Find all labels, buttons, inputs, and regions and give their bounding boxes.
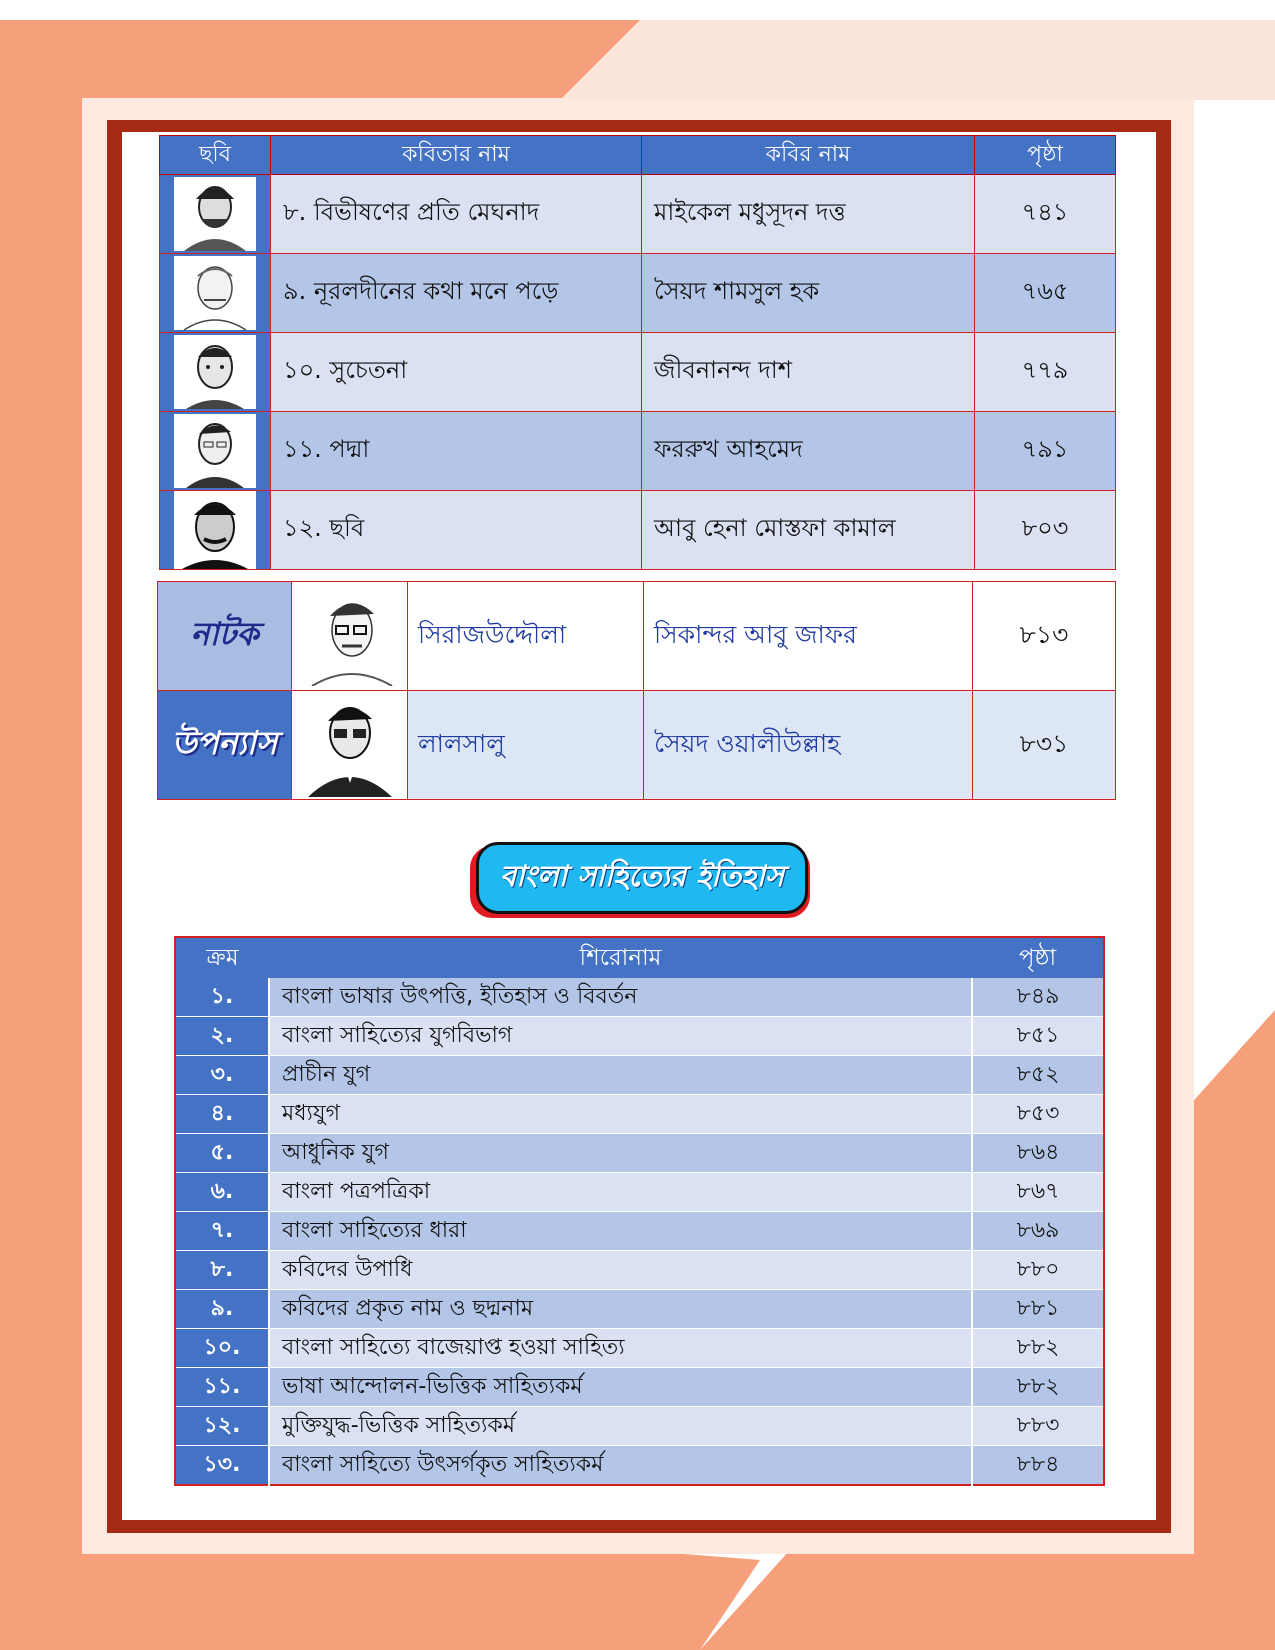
poem-title: ১১. পদ্মা [271, 412, 642, 491]
poem-title: ১২. ছবি [271, 491, 642, 570]
row-topic: বাংলা পত্রপত্রিকা [269, 1173, 972, 1212]
poet-name: মাইকেল মধুসূদন দত্ত [642, 175, 975, 254]
drama-title: সিরাজউদ্দৌলা [408, 582, 644, 691]
row-page: ৮৮৩ [972, 1407, 1104, 1446]
row-page: ৮৮২ [972, 1329, 1104, 1368]
row-page: ৮৬৭ [972, 1173, 1104, 1212]
poem-title: ১০. সুচেতনা [271, 333, 642, 412]
table-row [175, 1368, 1104, 1407]
header-serial: ক্রম [175, 937, 269, 978]
portrait-sketch-icon [174, 177, 256, 251]
drama-row [158, 582, 1116, 691]
row-page: ৮৮৪ [972, 1446, 1104, 1486]
novel-page: ৮৩১ [973, 691, 1116, 800]
header-page: পৃষ্ঠা [972, 937, 1104, 978]
table-row [175, 1329, 1104, 1368]
portrait-cell [160, 491, 271, 570]
table-row [175, 1290, 1104, 1329]
portrait-sketch-icon [174, 335, 256, 409]
table-row [175, 1251, 1104, 1290]
portrait-sketch-icon [174, 256, 256, 330]
poem-table [159, 135, 1116, 570]
poet-name: আবু হেনা মোস্তফা কামাল [642, 491, 975, 570]
row-serial: ১. [175, 978, 269, 1017]
page-number: ৭৯১ [975, 412, 1116, 491]
row-serial: ৪. [175, 1095, 269, 1134]
row-topic: বাংলা সাহিত্যের ধারা [269, 1212, 972, 1251]
page-number: ৮০৩ [975, 491, 1116, 570]
portrait-cell [292, 582, 408, 691]
page-number: ৭৬৫ [975, 254, 1116, 333]
poet-name: সৈয়দ শামসুল হক [642, 254, 975, 333]
drama-page: ৮১৩ [973, 582, 1116, 691]
row-topic: বাংলা সাহিত্যের যুগবিভাগ [269, 1017, 972, 1056]
portrait-sketch-icon [302, 693, 398, 797]
portrait-cell [160, 254, 271, 333]
table-row [175, 1056, 1104, 1095]
row-serial: ২. [175, 1017, 269, 1056]
header-poet-name: কবির নাম [642, 136, 975, 175]
table-row [175, 1017, 1104, 1056]
portrait-cell [292, 691, 408, 800]
row-serial: ১৩. [175, 1446, 269, 1486]
row-serial: ৬. [175, 1173, 269, 1212]
header-picture: ছবি [160, 136, 271, 175]
table-row [175, 1095, 1104, 1134]
drama-author: সিকান্দর আবু জাফর [644, 582, 973, 691]
table-row [160, 254, 1116, 333]
table-row [175, 1134, 1104, 1173]
row-page: ৮৮০ [972, 1251, 1104, 1290]
history-table [174, 936, 1105, 1486]
row-topic: বাংলা সাহিত্যে বাজেয়াপ্ত হওয়া সাহিত্য [269, 1329, 972, 1368]
poem-table-header [160, 136, 1116, 175]
row-serial: ৫. [175, 1134, 269, 1173]
table-row [175, 978, 1104, 1017]
top-left-orange-side [0, 20, 90, 1650]
table-row [160, 175, 1116, 254]
row-page: ৮৮১ [972, 1290, 1104, 1329]
row-topic: কবিদের উপাধি [269, 1251, 972, 1290]
row-topic: প্রাচীন যুগ [269, 1056, 972, 1095]
table-row [160, 412, 1116, 491]
row-topic: মুক্তিযুদ্ধ-ভিত্তিক সাহিত্যকর্ম [269, 1407, 972, 1446]
row-topic: বাংলা ভাষার উৎপত্তি, ইতিহাস ও বিবর্তন [269, 978, 972, 1017]
row-serial: ১০. [175, 1329, 269, 1368]
row-serial: ৭. [175, 1212, 269, 1251]
page-number: ৭৪১ [975, 175, 1116, 254]
novel-row [158, 691, 1116, 800]
top-right-peach [560, 20, 1275, 100]
novel-author: সৈয়দ ওয়ালীউল্লাহ [644, 691, 973, 800]
header-topic: শিরোনাম [269, 937, 972, 978]
section-title: বাংলা সাহিত্যের ইতিহাস [476, 842, 808, 914]
row-page: ৮৪৯ [972, 978, 1104, 1017]
history-table-header [175, 937, 1104, 978]
row-page: ৮৫১ [972, 1017, 1104, 1056]
table-row [175, 1212, 1104, 1251]
portrait-cell [160, 333, 271, 412]
novel-title: লালসালু [408, 691, 644, 800]
row-serial: ৮. [175, 1251, 269, 1290]
poem-title: ৯. নূরলদীনের কথা মনে পড়ে [271, 254, 642, 333]
poet-name: জীবনানন্দ দাশ [642, 333, 975, 412]
table-row [175, 1173, 1104, 1212]
row-topic: কবিদের প্রকৃত নাম ও ছদ্মনাম [269, 1290, 972, 1329]
row-page: ৮৮২ [972, 1368, 1104, 1407]
portrait-sketch-icon [302, 586, 398, 686]
row-serial: ৩. [175, 1056, 269, 1095]
row-serial: ১১. [175, 1368, 269, 1407]
category-drama: নাটক [158, 582, 292, 691]
row-page: ৮৬৪ [972, 1134, 1104, 1173]
row-page: ৮৬৯ [972, 1212, 1104, 1251]
row-topic: বাংলা সাহিত্যে উৎসর্গকৃত সাহিত্যকর্ম [269, 1446, 972, 1486]
table-row [160, 333, 1116, 412]
row-page: ৮৫২ [972, 1056, 1104, 1095]
category-novel: উপন্যাস [158, 691, 292, 800]
portrait-cell [160, 412, 271, 491]
header-poem-name: কবিতার নাম [271, 136, 642, 175]
page-number: ৭৭৯ [975, 333, 1116, 412]
poet-name: ফররুখ আহমেদ [642, 412, 975, 491]
header-page: পৃষ্ঠা [975, 136, 1116, 175]
row-page: ৮৫৩ [972, 1095, 1104, 1134]
row-topic: আধুনিক যুগ [269, 1134, 972, 1173]
portrait-sketch-icon [174, 414, 256, 488]
portrait-sketch-icon [174, 491, 256, 569]
row-serial: ৯. [175, 1290, 269, 1329]
works-table [157, 581, 1116, 800]
row-topic: ভাষা আন্দোলন-ভিত্তিক সাহিত্যকর্ম [269, 1368, 972, 1407]
row-topic: মধ্যযুগ [269, 1095, 972, 1134]
portrait-cell [160, 175, 271, 254]
table-row [160, 491, 1116, 570]
table-row [175, 1407, 1104, 1446]
table-row [175, 1446, 1104, 1486]
row-serial: ১২. [175, 1407, 269, 1446]
poem-title: ৮. বিভীষণের প্রতি মেঘনাদ [271, 175, 642, 254]
